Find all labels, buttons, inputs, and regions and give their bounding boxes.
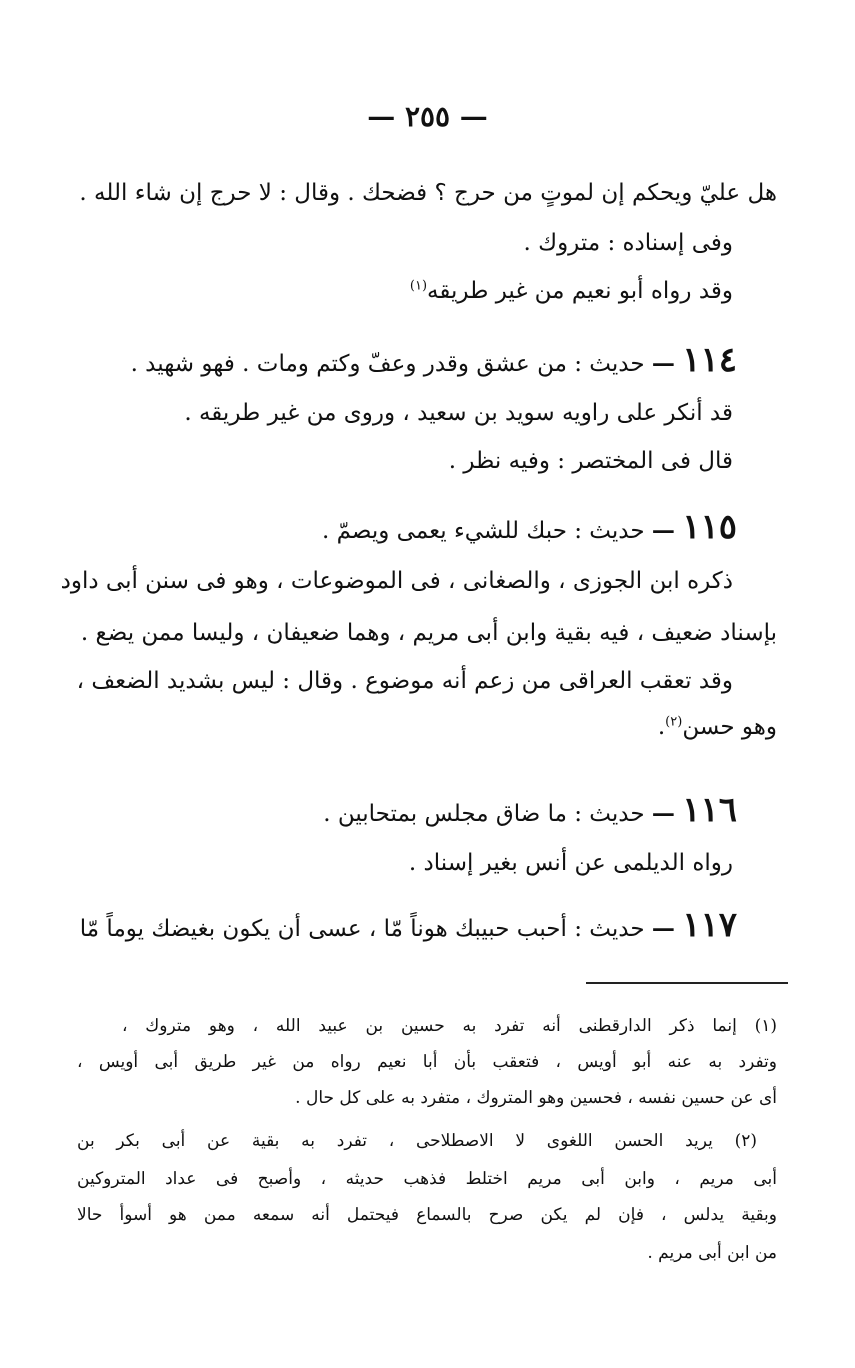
hadith-number-117: ١١٧ bbox=[682, 905, 737, 945]
text-line-1: هل عليّ ويحكم إن لموتٍ من حرج ؟ فضحك . وقال : لا حرج إن شاء الله . bbox=[79, 180, 777, 206]
footnote-2-line-3: وبقية يدلس ، فإن لم يكن صرح بالسماع فيحتمل أنه سمعه ممن هو أسوأ حالا bbox=[77, 1205, 777, 1225]
text-line-3 bbox=[410, 278, 733, 304]
hadith-text-117: أحبب حبيبك هوناً مّا ، عسى أن يكون بغيضك يوماً مّا bbox=[79, 916, 567, 942]
text-line-13: رواه الديلمى عن أنس بغير إسناد . bbox=[408, 850, 733, 876]
text-line-10: وقد تعقب العراقى من زعم أنه موضوع . وقال : ليس بشديد الضعف ، bbox=[76, 668, 733, 694]
footnote-2-line-4: من ابن أبى مريم . bbox=[647, 1243, 777, 1263]
hadith-number-116: ١١٦ bbox=[682, 790, 737, 830]
text-line-8: ذكره ابن الجوزى ، والصغانى ، فى الموضوعات ، وهو فى سنن أبى داود bbox=[60, 568, 733, 594]
hadith-dash-115: — bbox=[651, 517, 675, 544]
footnote-2-line-2: أبى مريم ، وابن أبى مريم اختلط فذهب حديثه ، وأصبح فى عداد المتروكين bbox=[77, 1169, 777, 1189]
text-line-11-end: . bbox=[657, 714, 666, 740]
footnote-separator bbox=[586, 982, 788, 984]
hadith-keyword-116: حديث : bbox=[574, 801, 645, 827]
hadith-keyword-117: حديث : bbox=[574, 916, 645, 942]
hadith-text-116: ما ضاق مجلس بمتحابين . bbox=[323, 801, 567, 827]
footnote-1-line-3: أى عن حسين نفسه ، فحسين وهو المتروك ، متفرد به على كل حال . bbox=[295, 1088, 777, 1108]
text-line-3-text: وقد رواه أبو نعيم من غير طريقه bbox=[427, 278, 733, 304]
hadith-dash-116: — bbox=[651, 800, 675, 827]
footnote-1-line-1: (١) إنما ذكر الدارقطنى أنه تفرد به حسين بن عبيد الله ، وهو متروك ، bbox=[122, 1016, 777, 1036]
text-line-5: قد أنكر على راويه سويد بن سعيد ، وروى من غير طريقه . bbox=[184, 400, 733, 426]
hadith-116-heading bbox=[323, 790, 737, 830]
hadith-keyword-115: حديث : bbox=[574, 518, 645, 544]
hadith-text-115: حبك للشيء يعمى ويصمّ . bbox=[321, 518, 567, 544]
footnote-2-line-1: (٢) يريد الحسن اللغوى لا الاصطلاحى ، تفرد به بقية عن أبى بكر بن bbox=[77, 1131, 757, 1151]
text-line-11 bbox=[658, 714, 777, 740]
hadith-keyword-114: حديث : bbox=[574, 351, 645, 377]
footnote-ref-1: (١) bbox=[409, 278, 428, 294]
text-line-9: بإسناد ضعيف ، فيه بقية وابن أبى مريم ، وهما ضعيفان ، وليسا ممن يضع . bbox=[80, 620, 777, 646]
hadith-number-114: ١١٤ bbox=[682, 340, 737, 380]
text-line-6: قال فى المختصر : وفيه نظر . bbox=[448, 448, 733, 474]
text-line-2: وفى إسناده : متروك . bbox=[523, 230, 733, 256]
page-number: — ٢٥٥ — bbox=[367, 100, 488, 133]
hadith-dash-114: — bbox=[651, 350, 675, 377]
hadith-text-114: من عشق وقدر وعفّ وكتم ومات . فهو شهيد . bbox=[130, 351, 567, 377]
hadith-115-heading bbox=[322, 507, 737, 547]
hadith-dash-117: — bbox=[651, 915, 675, 942]
footnote-1-line-2: وتفرد به عنه أبو أويس ، فتعقب بأن أبا نعيم رواه من غير طريق أبى أويس ، bbox=[77, 1052, 777, 1072]
hadith-114-heading bbox=[131, 340, 737, 380]
footnote-ref-2: (٢) bbox=[665, 714, 683, 730]
hadith-117-heading bbox=[80, 905, 737, 945]
text-line-11-text: وهو حسن bbox=[682, 714, 777, 740]
hadith-number-115: ١١٥ bbox=[682, 507, 737, 547]
